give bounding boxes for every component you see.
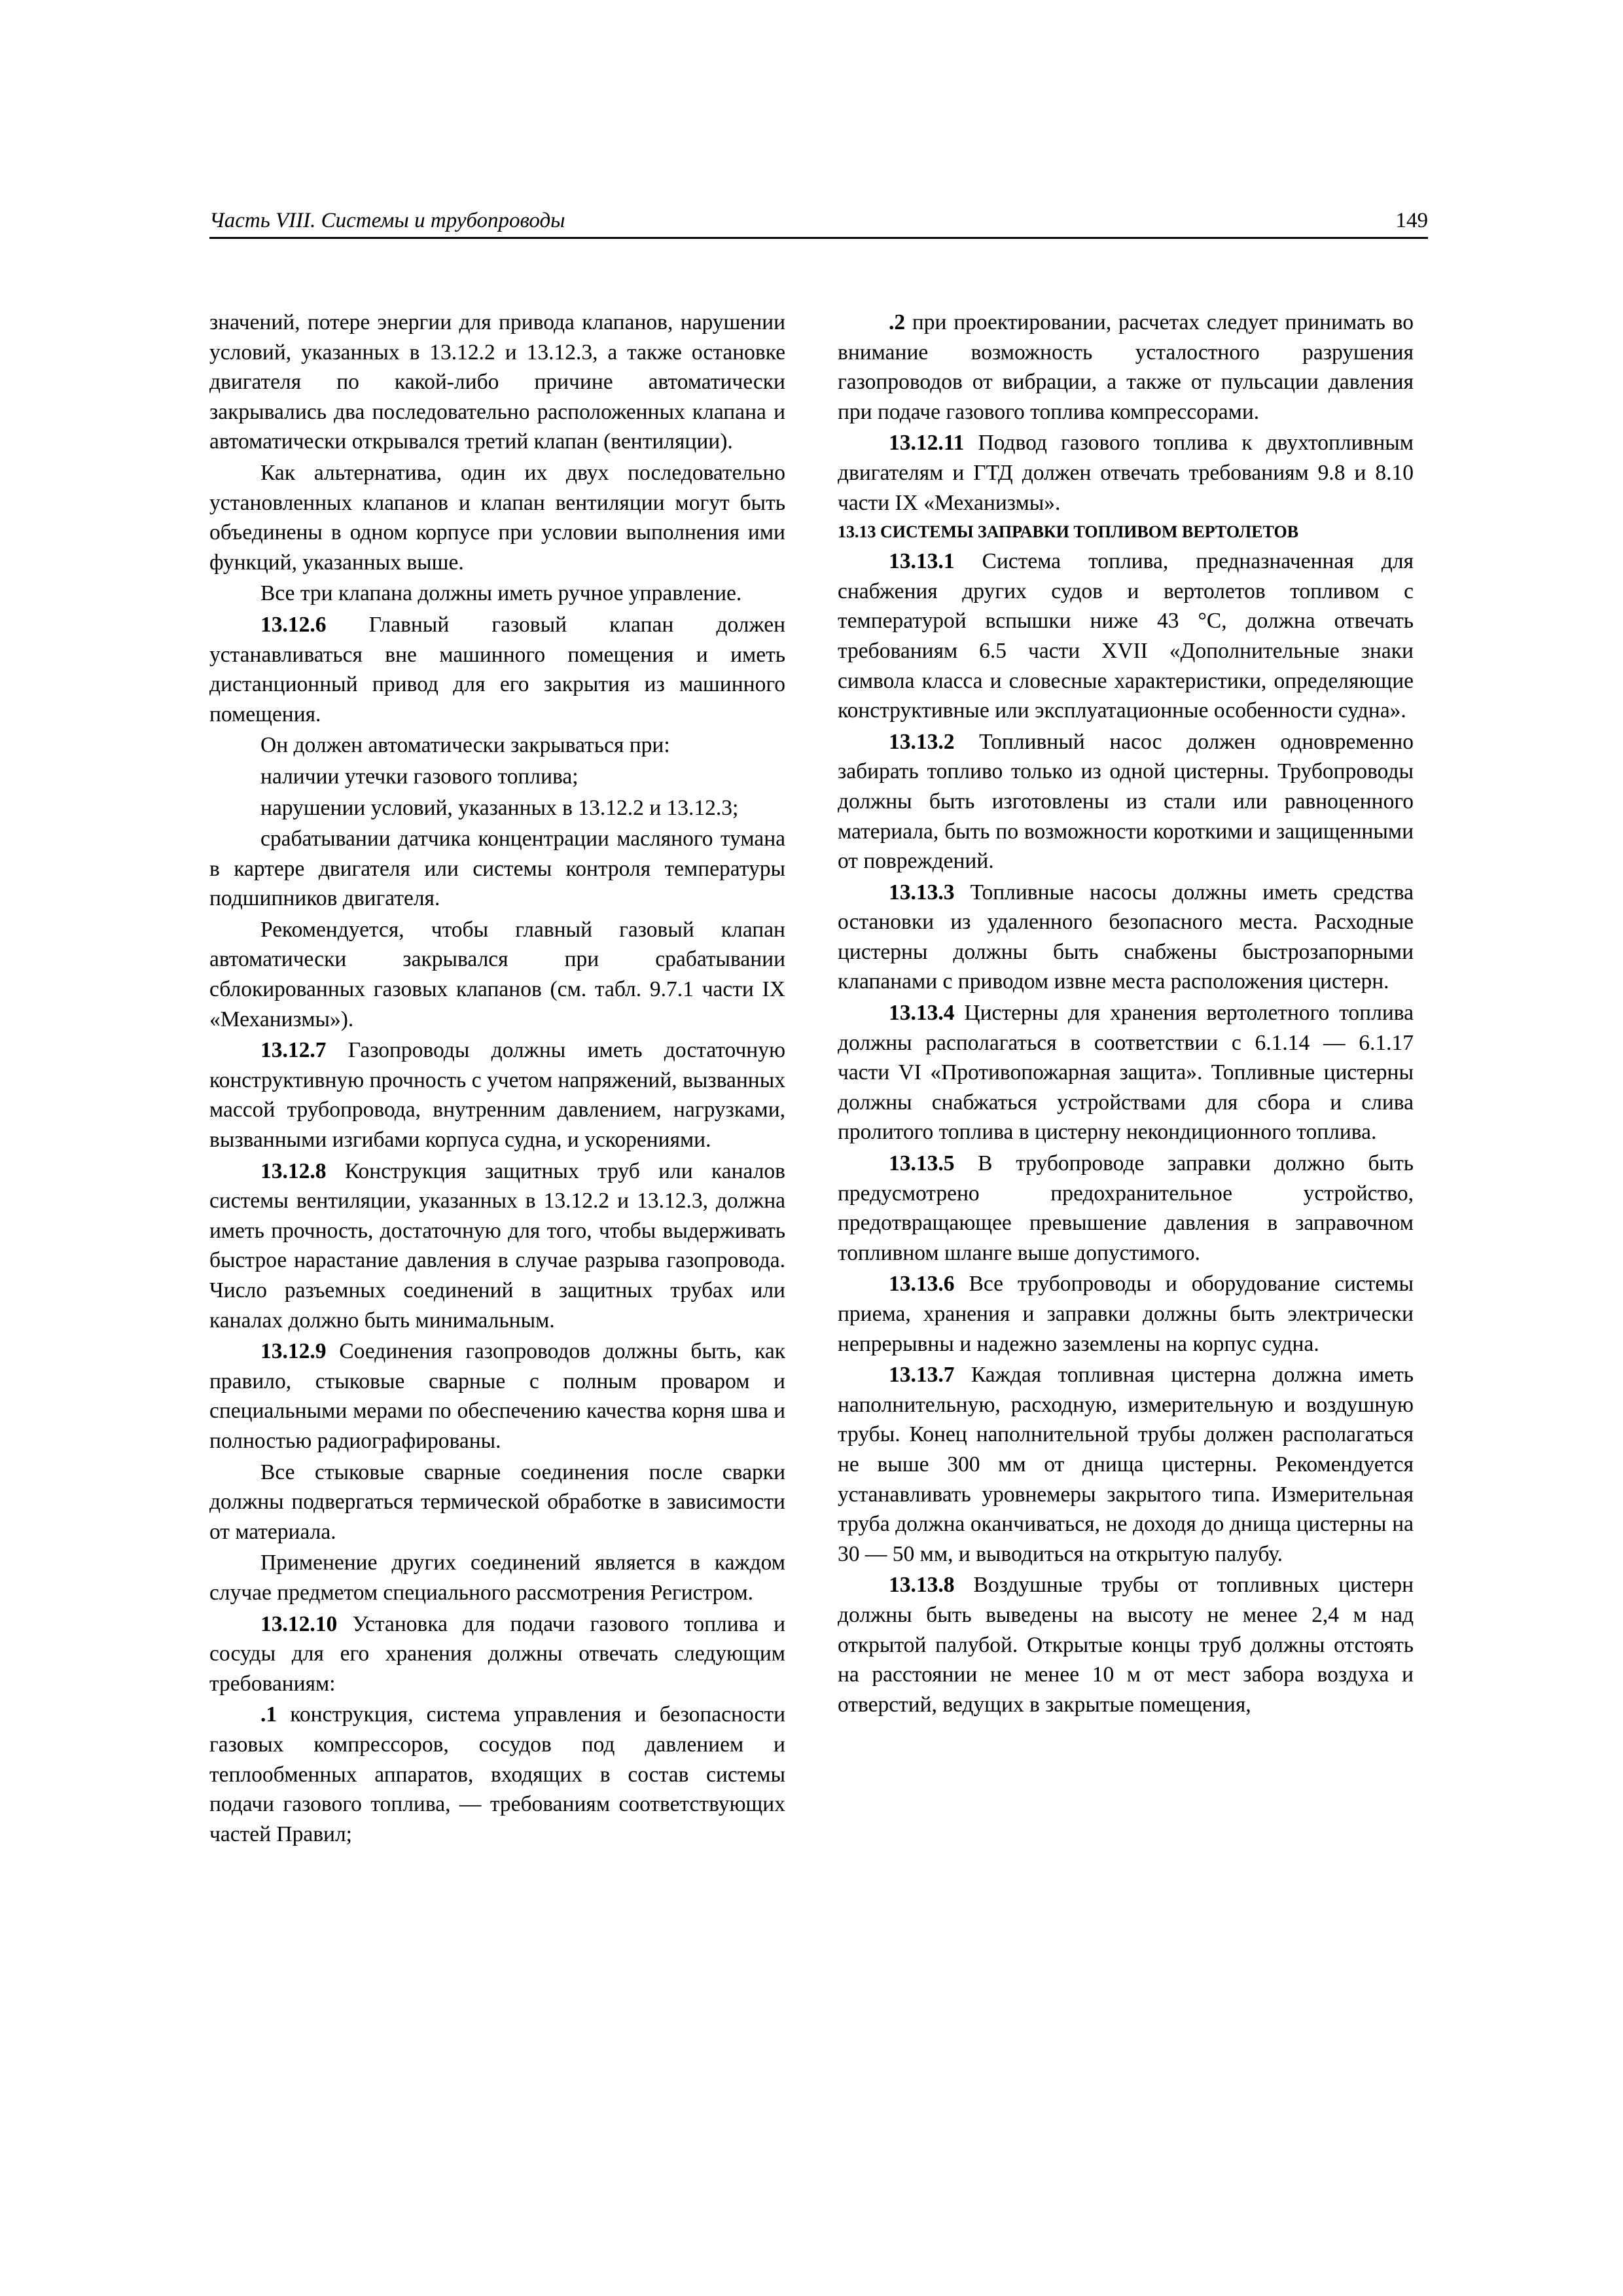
paragraph-text: конструкция, система управления и безопасности газовых компрессоров, сосудов под давлением и теплообменных аппаратов, входящих в состав системы подачи газового топлива, — требованиям соответствующих частей Правил; [209, 1702, 785, 1846]
paragraph-text: Воздушные трубы от топливных цистерн должны быть выведены на высоту не менее 2,4 м над открытой палубой. Открытые концы труб должны отстоять на расстоянии не менее 10 м от мест забора воздуха и отверстий, ведущих в закрытые помещения, [838, 1573, 1414, 1717]
right-column-top [838, 308, 1414, 518]
paragraph-text: Газопроводы должны иметь достаточную конструктивную прочность с учетом напряжений, вызванных массой трубопровода, внутренним давлением, нагрузками, вызванными изгибами корпуса судна, и ускорениями. [209, 1038, 785, 1153]
header-title: Часть VIII. Системы и трубопроводы [209, 209, 565, 232]
paragraph-text: Рекомендуется, чтобы главный газовый клапан автоматически закрывался при срабатывании сблокированных газовых клапанов (см. табл. 9.7.1 части IX «Механизмы»). [209, 917, 785, 1031]
paragraph-text: Каждая топливная цистерна должна иметь наполнительную, расходную, измерительную и воздушную трубы. Конец наполнительной трубы должен располагаться не выше 300 мм от днища цистерны. Рекомендуется устанавливать уровнемеры закрытого типа. Измерительная труба должна оканчиваться, не доходя до днища цистерны на 30 — 50 мм, и выводиться на открытую палубу. [838, 1363, 1414, 1566]
paragraph-text: Цистерны для хранения вертолетного топлива должны располагаться в соответствии с 6.1.14 — 6.1.17 части VI «Противопожарная защита». Топливные цистерны должны снабжаться устройствами для сбора и слива пролитого топлива в цистерну некондиционного топлива. [838, 1001, 1414, 1145]
paragraph [838, 878, 1414, 997]
paragraph-text: Конструкция защитных труб или каналов системы вентиляции, указанных в 13.12.2 и 13.12.3, должна иметь прочность, достаточную для того, чтобы выдерживать быстрое нарастание давления в случае разрыва газопровода. Число разъемных соединений в защитных трубах или каналах должно быть минимальным. [209, 1158, 785, 1333]
paragraph [209, 1157, 785, 1336]
paragraph [209, 730, 785, 761]
paragraph [209, 610, 785, 729]
paragraph-text: Главный газовый клапан должен устанавливаться вне машинного помещения и иметь дистанционный привод для его закрытия из машинного помещения. [209, 612, 785, 726]
clause-number: 13.12.6 [260, 612, 327, 637]
paragraph-text: В трубопроводе заправки должно быть предусмотрено предохранительное устройство, предотвращающее превышение давления в заправочном топливном шланге выше допустимого. [838, 1151, 1414, 1265]
paragraph [838, 1269, 1414, 1359]
clause-number: 13.13.7 [889, 1363, 955, 1388]
clause-number: 13.13.3 [889, 880, 955, 905]
page-number: 149 [1395, 209, 1428, 232]
paragraph [209, 824, 785, 914]
paragraph-text: нарушении условий, указанных в 13.12.2 и 13.12.3; [260, 795, 739, 820]
clause-number: 13.12.8 [260, 1158, 327, 1183]
clause-number: 13.12.7 [260, 1038, 327, 1063]
paragraph [209, 915, 785, 1034]
clause-number: 13.12.11 [889, 431, 965, 456]
clause-number: 13.13.5 [889, 1151, 955, 1176]
paragraph [838, 428, 1414, 518]
paragraph [209, 308, 785, 457]
paragraph [838, 727, 1414, 876]
paragraph [838, 308, 1414, 427]
clause-number: .2 [889, 310, 906, 334]
right-column [838, 308, 1414, 1721]
paragraph-text: Все три клапана должны иметь ручное управление. [260, 581, 742, 606]
clause-number: 13.13.4 [889, 1001, 955, 1026]
paragraph [209, 579, 785, 609]
paragraph [838, 1570, 1414, 1719]
paragraph-text: Как альтернатива, один их двух последовательно установленных клапанов и клапан вентиляции могут быть объединены в одном корпусе при условии выполнения ими функций, указанных выше. [209, 460, 785, 575]
paragraph-text: Все стыковые сварные соединения после сварки должны подвергаться термической обработке в зависимости от материала. [209, 1460, 785, 1544]
paragraph-text: при проектировании, расчетах следует принимать во внимание возможность усталостного разрушения газопроводов от вибрации, а также от пульсации давления при подаче газового топлива компрессорами. [838, 310, 1414, 424]
paragraph [838, 1360, 1414, 1569]
running-header [209, 202, 1428, 239]
paragraph-text: Топливные насосы должны иметь средства остановки из удаленного безопасного места. Расходные цистерны должны быть снабжены быстрозапорными клапанами с приводом извне места расположения цистерн. [838, 880, 1414, 994]
clause-number: 13.13.6 [889, 1272, 955, 1297]
clause-number: 13.13.2 [889, 729, 955, 754]
paragraph-text: Система топлива, предназначенная для снабжения других судов и вертолетов топливом с температурой вспышки ниже 43 °С, должна отвечать требованиям 6.5 части XVII «Дополнительные знаки символа класса и словесные характеристики, определяющие конструктивные или эксплуатационные особенности судна». [838, 549, 1414, 723]
clause-number: 13.12.10 [260, 1611, 338, 1636]
paragraph-text: Соединения газопроводов должны быть, как правило, стыковые сварные с полным проваром и специальными мерами по обеспечению качества корня шва и полностью радиографированы. [209, 1339, 785, 1453]
paragraph [209, 762, 785, 792]
clause-number: 13.13.8 [889, 1573, 955, 1598]
paragraph [209, 1548, 785, 1607]
paragraph [209, 1458, 785, 1547]
clause-number: 13.13.1 [889, 549, 955, 574]
clause-number: 13.12.9 [260, 1339, 327, 1364]
clause-number: .1 [260, 1702, 277, 1727]
section-title: 13.13 СИСТЕМЫ ЗАПРАВКИ ТОПЛИВОМ ВЕРТОЛЕТОВ [838, 522, 1299, 542]
paragraph [838, 1149, 1414, 1268]
paragraph-text: Подвод газового топлива к двухтопливным двигателям и ГТД должен отвечать требованиям 9.8 и 8.10 части IX «Механизмы». [838, 431, 1414, 515]
paragraph [838, 547, 1414, 726]
left-column [209, 308, 785, 1850]
paragraph [209, 793, 785, 823]
paragraph-text: Топливный насос должен одновременно забирать топливо только из одной цистерны. Трубопроводы должны быть изготовлены из стали или равноценного материала, быть по возможности короткими и защищенными от повреждений. [838, 729, 1414, 874]
paragraph [209, 1336, 785, 1456]
paragraph [838, 998, 1414, 1147]
paragraph [209, 1700, 785, 1849]
paragraph-text: значений, потере энергии для привода клапанов, нарушении условий, указанных в 13.12.2 и 13.12.3, а также остановке двигателя по какой-либо причине автоматически закрывались два последовательно расположенных клапана и автоматически открывался третий клапан (вентиляции). [209, 310, 785, 454]
right-column-bottom [838, 547, 1414, 1719]
paragraph-text: наличии утечки газового топлива; [260, 764, 579, 789]
paragraph [209, 458, 785, 577]
paragraph-text: Установка для подачи газового топлива и сосуды для его хранения должны отвечать следующим требованиям: [209, 1611, 785, 1696]
paragraph [209, 1609, 785, 1699]
paragraph-text: Все трубопроводы и оборудование системы приема, хранения и заправки должны быть электрически непрерывны и надежно заземлены на корпус судна. [838, 1272, 1414, 1356]
paragraph [209, 1035, 785, 1155]
paragraph-text: Он должен автоматически закрываться при: [260, 733, 670, 758]
paragraph-text: срабатывании датчика концентрации масляного тумана в картере двигателя или системы контроля температуры подшипников двигателя. [209, 827, 785, 911]
paragraph-text: Применение других соединений является в каждом случае предметом специального рассмотрения Регистром. [209, 1551, 785, 1605]
